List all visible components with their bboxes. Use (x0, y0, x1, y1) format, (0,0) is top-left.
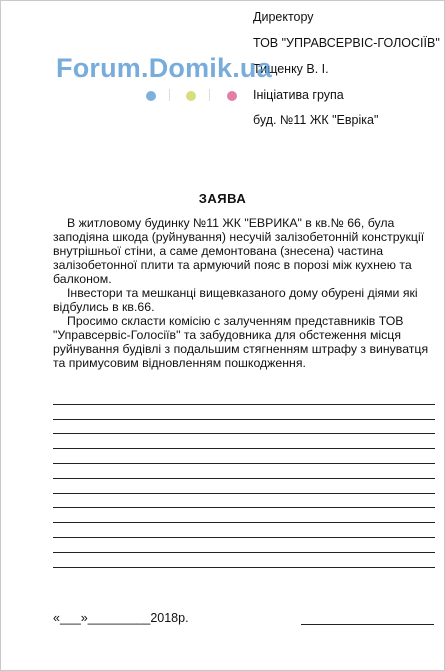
blank-line (53, 449, 435, 464)
watermark-dot-yellow (186, 91, 196, 101)
blank-line (53, 405, 435, 420)
blank-line (53, 479, 435, 494)
blank-line (53, 538, 435, 553)
watermark-logo: Forum.Domik.ua (56, 53, 272, 83)
recipient-company: ТОВ "УПРАВСЕРВІС-ГОЛОСІЇВ" (253, 36, 440, 50)
blank-line (53, 420, 435, 435)
blank-lines (53, 390, 435, 568)
document-title: ЗАЯВА (198, 191, 247, 206)
sender-group: Ініціатива група (253, 88, 344, 102)
paragraph-1: В житловому будинку №11 ЖК "ЕВРИКА" в кв.№ 66, була заподіяна шкода (руйнування) несучій залізобетонній конструкції внутрішньої стіни, а саме демонтована (знесена) частина залізобетонної плити та армуючий пояс в порозі між кухнею та балконом. (53, 216, 425, 286)
blank-line (53, 434, 435, 449)
document-body (53, 216, 433, 370)
blank-line (53, 390, 435, 405)
blank-line (53, 523, 435, 538)
blank-line (53, 508, 435, 523)
paragraph-2: Інвестори та мешканці вищевказаного дому обурені діями які відбулись в кв.66. (53, 286, 418, 314)
signature-line (301, 624, 434, 625)
watermark-separator (169, 89, 170, 101)
date-field: «___»_________2018р. (53, 611, 189, 625)
blank-line (53, 464, 435, 479)
paragraph-3: Просимо скласти комісію с залученням представників ТОВ "Управсервіс-Голосіїв" та забудовника для обстеження місця руйнування будівлі з подальшим стягненням штрафу з винуватця та примусовим відновленням пошкодження. (53, 314, 429, 370)
watermark-dot-pink (227, 91, 237, 101)
blank-line (53, 553, 435, 568)
watermark-dot-blue (146, 91, 156, 101)
blank-line (53, 494, 435, 509)
recipient-name: Тищенку В. І. (253, 62, 329, 76)
recipient-title: Директору (253, 10, 314, 24)
sender-address: буд. №11 ЖК "Евріка" (253, 113, 379, 127)
watermark-separator (209, 89, 210, 101)
